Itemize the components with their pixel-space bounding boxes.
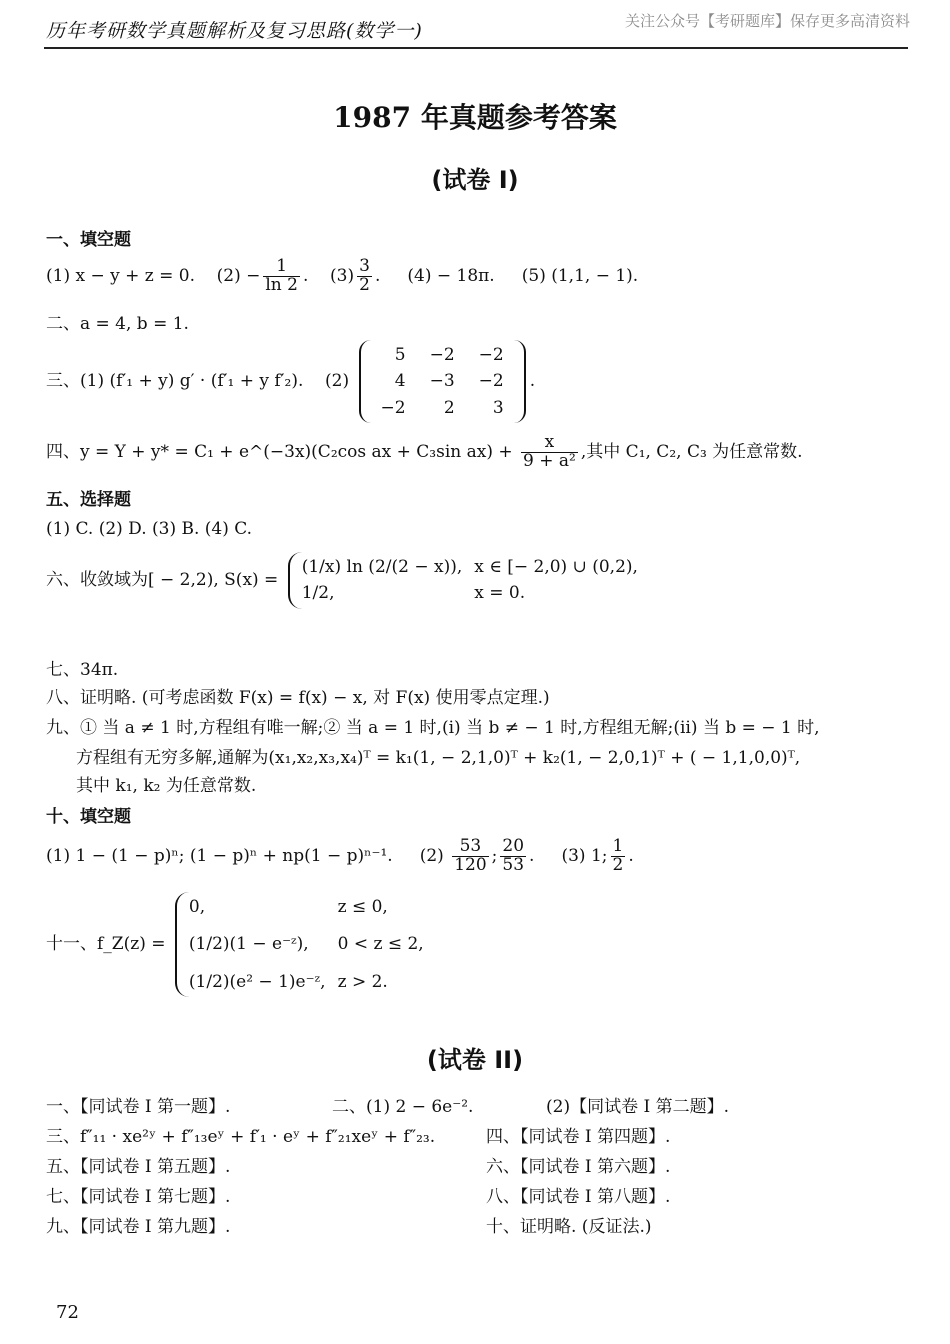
document-title: 1987 年真题参考答案	[333, 101, 617, 134]
section-2-answer: 二、a = 4, b = 1.	[46, 314, 189, 334]
section-1-heading: 一、填空题	[46, 230, 131, 250]
matrix-cell: −2	[478, 345, 504, 365]
density-function-cases: 0, z ≤ 0, (1/2)(1 − e⁻ᶻ), 0 < z ≤ 2, (1/2)(e² − 1)e⁻ᶻ, z > 2.	[175, 892, 440, 997]
answer-10-2-fraction-2: $\frac{20}{53}$	[502, 836, 525, 875]
section-5-answers: (1) C. (2) D. (3) B. (4) C.	[46, 519, 253, 539]
matrix-cell: −2	[478, 371, 504, 392]
answer-1-3-prefix: (3)	[330, 265, 355, 286]
answer-1-1: (1) x − y + z = 0.	[46, 265, 196, 286]
section-4-label: 四、	[46, 441, 80, 462]
section-3-part-2-label: (2)	[325, 371, 350, 392]
section-9-line-2: 方程组有无穷多解,通解为(x₁,x₂,x₃,x₄)ᵀ = k₁(1, − 2,1,0)ᵀ + k₂(1, − 2,0,1)ᵀ + ( − 1,1,0,0)ᵀ,	[76, 748, 801, 768]
section-10-answers: (1) 1 − (1 − p)ⁿ; (1 − p)ⁿ + np(1 − p)ⁿ⁻¹. (2) $\frac{53}{120}$ ; $\frac{20}{53}$ . (3) 1; $\frac{1}{2}$ .	[46, 836, 634, 875]
section-9-line-3: 其中 k₁, k₂ 为任意常数.	[76, 776, 257, 796]
section-8-answer: 八、证明略. (可考虑函数 F(x) = f(x) − x, 对 F(x) 使用零点定理.)	[46, 688, 550, 708]
matrix-cell: 5	[394, 345, 406, 365]
matrix-cell: 4	[394, 371, 406, 392]
section-6-answer	[46, 552, 654, 609]
particular-solution-fraction: $\frac{x}{\text{9 + a²}}$	[523, 432, 576, 471]
matrix-cell: 2	[443, 397, 455, 418]
section-9-line-1: 九、① 当 a ≠ 1 时,方程组有唯一解;② 当 a = 1 时,(ⅰ) 当 b ≠ − 1 时,方程组无解;(ⅱ) 当 b = − 1 时,	[46, 718, 820, 738]
page-number: 72	[56, 1302, 79, 1323]
matrix-cell: 3	[492, 397, 504, 418]
matrix-cell: −2	[429, 345, 455, 365]
section-11-prefix: 十一、f_Z(z) =	[46, 934, 166, 955]
inverse-matrix	[359, 340, 526, 423]
matrix-cell: −2	[380, 397, 406, 418]
section-3-part-1: (1) (f′₁ + y) g′ · (f′₁ + y f′₂).	[80, 371, 304, 392]
section-7-answer: 七、34π.	[46, 660, 119, 680]
section-3-label: 三、	[46, 371, 80, 392]
section-4-answer	[46, 434, 803, 471]
running-header-title: 历年考研数学真题解析及复习思路(数学一)	[46, 20, 423, 42]
answer-1-3-fraction: $\frac{3}{2}$	[359, 256, 370, 295]
paper-2-label: (试卷 ⅠⅠ)	[426, 1046, 524, 1074]
section-4-tail: ,其中 C₁, C₂, C₃ 为任意常数.	[580, 441, 803, 462]
section-6-prefix: 六、收敛域为[ − 2,2), S(x) =	[46, 569, 279, 590]
answer-1-4: (4) − 18π.	[407, 265, 495, 286]
section-5-heading: 五、选择题	[46, 490, 131, 510]
watermark-text: 关注公众号【考研题库】保存更多高清资料	[624, 12, 910, 30]
answer-1-2-prefix: (2) −	[216, 265, 261, 286]
section-3-answer: 三、(1) (f′₁ + y) g′ · (f′₁ + y f′₂). (2) 5 −2 −2 4 −3 −2 −2 2 3 .	[46, 340, 535, 423]
sum-function-cases: (1/x) ln (2/(2 − x)), x ∈ [− 2,0) ∪ (0,2), 1/2, x = 0.	[288, 552, 654, 609]
section-1-answers: (1) x − y + z = 0. (2) − $\frac{1}{\ln 2}$ . (3) $\frac{3}{2}$ . (4) − 18π. (5) (1,1, − 1).	[46, 256, 639, 295]
answer-1-2-fraction: $\frac{1}{\ln 2}$	[265, 256, 298, 295]
header-rule	[44, 47, 908, 49]
answer-10-1: (1) 1 − (1 − p)ⁿ; (1 − p)ⁿ + np(1 − p)ⁿ⁻¹.	[46, 845, 393, 866]
answer-1-5: (5) (1,1, − 1).	[521, 265, 639, 286]
answer-10-3-fraction: $\frac{1}{2}$	[612, 836, 624, 875]
paper-1-label: (试卷 Ⅰ)	[431, 166, 519, 194]
answer-10-2-fraction-1: $\frac{53}{120}$	[454, 836, 487, 875]
section-11-answer	[46, 892, 440, 997]
section-10-heading: 十、填空题	[46, 807, 131, 827]
matrix-cell: −3	[429, 371, 455, 392]
general-solution: y = Y + y* = C₁ + e^(−3x)(C₂cos ax + C₃sin ax) +	[80, 441, 513, 462]
